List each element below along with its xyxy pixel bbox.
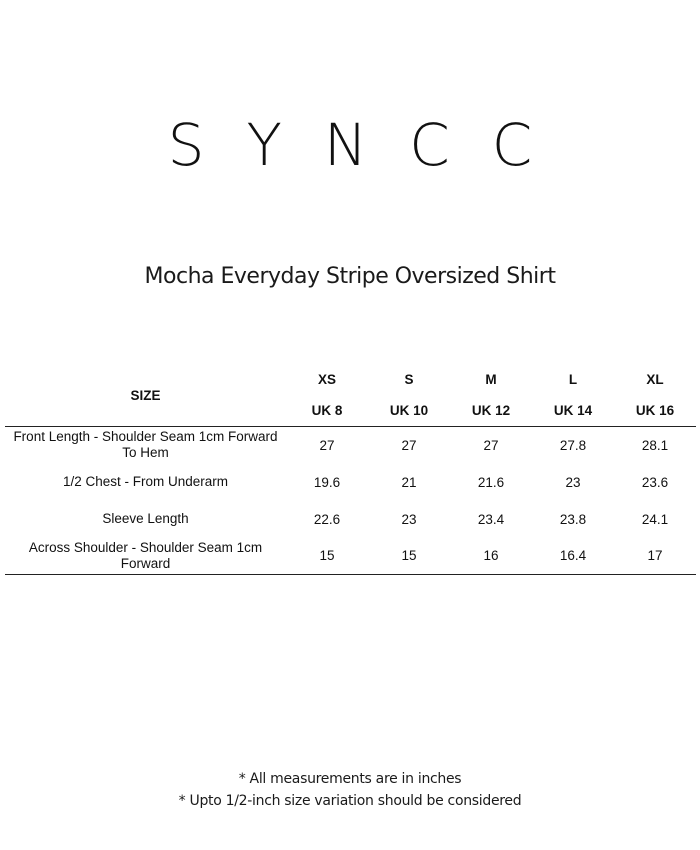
measurement-value: 15 bbox=[368, 538, 450, 575]
measurement-value: 23 bbox=[565, 474, 581, 490]
product-title: Mocha Everyday Stripe Oversized Shirt bbox=[144, 264, 556, 289]
size-letter-header: XL bbox=[646, 372, 664, 387]
measurement-value: 27 bbox=[319, 437, 335, 453]
measurement-label: Front Length - Shoulder Seam 1cm Forward To Hem bbox=[13, 429, 278, 461]
table-row bbox=[5, 501, 696, 538]
measurement-value: 15 bbox=[286, 538, 368, 575]
brand-logo: SYNCC bbox=[167, 111, 575, 179]
measurement-value: 24.1 bbox=[641, 511, 669, 527]
measurement-value: 17 bbox=[614, 538, 696, 575]
uk-size-header: UK 8 bbox=[286, 395, 368, 427]
measurement-value: 19.6 bbox=[313, 474, 341, 490]
measurement-value: 27 bbox=[401, 437, 417, 453]
size-column-header: SIZE bbox=[5, 364, 286, 427]
measurement-value: 27.8 bbox=[559, 437, 587, 453]
uk-size-header: UK 16 bbox=[614, 395, 696, 427]
measurement-value: 16.4 bbox=[532, 538, 614, 575]
measurement-value: 22.6 bbox=[313, 511, 341, 527]
measurement-value: 23.8 bbox=[559, 511, 587, 527]
uk-size-header: UK 12 bbox=[450, 395, 532, 427]
measurement-label: Sleeve Length bbox=[102, 511, 189, 526]
size-letter-header: M bbox=[485, 372, 497, 387]
size-letter-header: XS bbox=[317, 372, 336, 387]
size-letter-header: S bbox=[404, 372, 414, 387]
table-row bbox=[5, 427, 696, 464]
measurement-value: 28.1 bbox=[641, 437, 669, 453]
measurement-label: 1/2 Chest - From Underarm bbox=[62, 474, 229, 489]
footnote-units: * All measurements are in inches bbox=[238, 771, 462, 787]
size-letter-header: L bbox=[568, 372, 578, 387]
measurement-value: 23.6 bbox=[641, 474, 669, 490]
footnote-variation: * Upto 1/2-inch size variation should be considered bbox=[178, 793, 522, 809]
measurement-value: 21 bbox=[401, 474, 417, 490]
uk-size-header: UK 10 bbox=[368, 395, 450, 427]
measurement-label: Across Shoulder - Shoulder Seam 1cm Forward bbox=[5, 538, 286, 575]
uk-size-header: UK 14 bbox=[532, 395, 614, 427]
size-chart-table bbox=[5, 364, 696, 575]
table-row bbox=[5, 464, 696, 501]
measurement-value: 27 bbox=[483, 437, 499, 453]
measurement-value: 23 bbox=[401, 511, 417, 527]
footnotes bbox=[0, 768, 700, 812]
table-row bbox=[5, 538, 696, 575]
measurement-value: 21.6 bbox=[477, 474, 505, 490]
size-letter-row bbox=[5, 364, 696, 395]
measurement-value: 16 bbox=[450, 538, 532, 575]
measurement-value: 23.4 bbox=[477, 511, 505, 527]
